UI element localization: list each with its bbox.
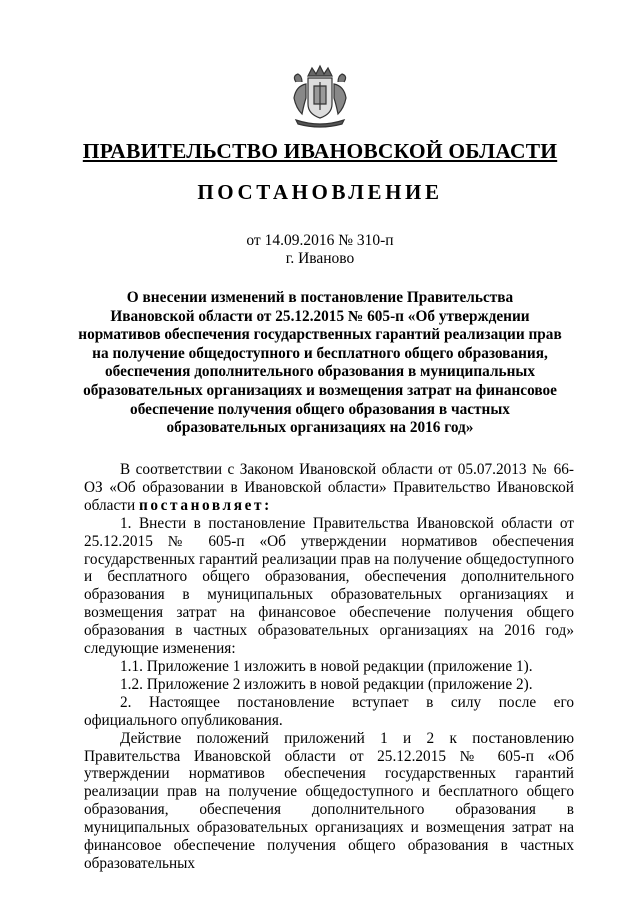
title-line: Ивановской области от 25.12.2015 № 605-п «Об утверждении <box>110 307 530 325</box>
document-type: ПОСТАНОВЛЕНИЕ <box>197 180 443 204</box>
title-line: образовательных организациях на 2016 год» <box>166 419 474 437</box>
item-1-paragraph: 1. Внести в постановление Правительства Ивановской области от 25.12.2015 № 605-п «Об утверждении нормативов обеспечения государственных гарантий реализации прав на получение общедоступного и бесплатного общего образования, обеспечения дополнительного образования в муниципальных образовательных организациях и возмещения затрат на финансовое обеспечение получения общего образования в частных образовательных организациях на 2016 год» следующие изменения: <box>84 514 574 658</box>
title-line: обеспечение получения общего образования в частных <box>130 400 510 418</box>
preamble-text: В соответствии с Законом Ивановской области от 05.07.2013 № 66-ОЗ «Об образовании в Ивановской области» Правительство Ивановской области <box>84 461 574 514</box>
title-line: О внесении изменений в постановление Правительства <box>126 289 514 306</box>
item-1-2-paragraph: 1.2. Приложение 2 изложить в новой редакции (приложение 2). <box>120 675 533 693</box>
date-number: от 14.09.2016 № 310-п <box>246 232 394 249</box>
item-2-continuation-paragraph: Действие положений приложений 1 и 2 к постановлению Правительства Ивановской области от 25.12.2015 № 605-п «Об утверждении нормативов обеспечения государственных гарантий реализации прав на получение общедоступного и бесплатного общего образования, обеспечения дополнительного образования в муниципальных образовательных организациях и возмещения затрат на финансовое обеспечение получения общего образования в частных образовательных <box>84 729 574 872</box>
item-1-1-paragraph: 1.1. Приложение 1 изложить в новой редакции (приложение 1). <box>120 657 533 675</box>
document-title <box>70 289 570 438</box>
title-line: на получение общедоступного и бесплатного общего образования, <box>92 344 548 362</box>
organization-name: ПРАВИТЕЛЬСТВО ИВАНОВСКОЙ ОБЛАСТИ <box>82 139 558 163</box>
document-body <box>84 461 574 873</box>
preamble-paragraph <box>84 461 574 515</box>
document-meta <box>0 232 640 268</box>
coat-of-arms-emblem-icon <box>288 64 352 128</box>
city: г. Иваново <box>285 250 355 267</box>
title-line: нормативов обеспечения государственных гарантий реализации прав <box>78 326 562 344</box>
title-line: обеспечения дополнительного образования в муниципальных <box>104 363 536 381</box>
title-line: образовательных организациях и возмещения затрат на финансовое <box>83 381 557 399</box>
decree-word: постановляет: <box>138 496 272 514</box>
emblem-graphic <box>288 64 352 128</box>
item-2-paragraph: 2. Настоящее постановление вступает в силу после его официального опубликования. <box>84 693 574 729</box>
